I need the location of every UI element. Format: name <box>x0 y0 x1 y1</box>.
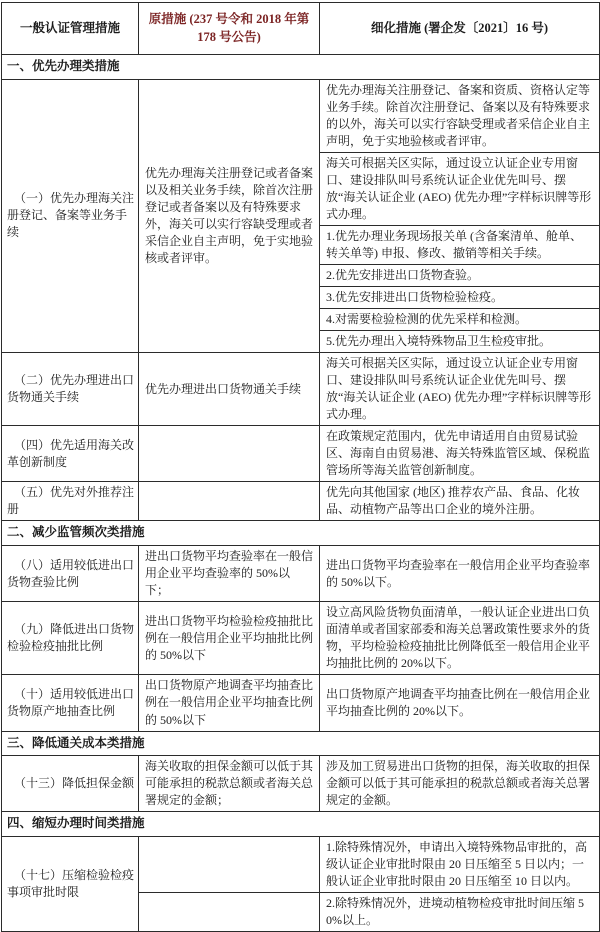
row-label-cell: （八）适用较低进出口货物查验比例 <box>2 546 139 602</box>
original-measure-cell: 海关收取的担保金额可以低于其可能承担的税款总额或者海关总署规定的金额； <box>139 756 320 812</box>
refined-measure-cell: 1.优先办理业务现场报关单 (含备案清单、舱单、转关单等) 申报、修改、撤销等相关手续。 <box>320 226 600 265</box>
original-measure-cell <box>139 482 320 521</box>
refined-measure-cell: 优先向其他国家 (地区) 推荐农产品、食品、化妆品、动植物产品等出口企业的境外注册。 <box>320 482 600 521</box>
header-general-measures: 一般认证管理措施 <box>2 3 139 55</box>
refined-measure-cell: 出口货物原产地调查平均抽查比例在一般信用企业平均抽查比例的 20%以下。 <box>320 675 600 731</box>
original-measure-cell: 进出口货物平均查验率在一般信用企业平均查验率的 50%以下； <box>139 546 320 602</box>
refined-measure-cell: 涉及加工贸易进出口货物的担保，海关收取的担保金额可以低于其可能承担的税款总额或者海关总署规定的金额。 <box>320 756 600 812</box>
refined-measure-cell: 海关可根据关区实际，通过设立认证企业专用窗口、建设排队叫号系统认证企业优先叫号、摆放“海关认证企业 (AEO) 优先办理”字样标识牌等形式办理。 <box>320 353 600 426</box>
original-measure-cell: 出口货物原产地调查平均抽查比例在一般信用企业平均抽查比例的 50%以下 <box>139 675 320 731</box>
section-title-row <box>2 55 600 80</box>
header-refined-measures: 细化措施 (署企发〔2021〕16 号) <box>320 3 600 55</box>
refined-measure-cell: 在政策规定范围内，优先申请适用自由贸易试验区、海南自由贸易港、海关特殊监管区域、保税监管场所等海关监管创新制度。 <box>320 426 600 482</box>
row-label-cell: （五）优先对外推荐注册 <box>2 482 139 521</box>
measure-row <box>2 482 600 521</box>
refined-measure-cell: 优先办理海关注册登记、备案和资质、资格认定等业务手续。除首次注册登记、备案以及有特殊要求的以外，海关可以实行容缺受理或者采信企业自主声明，免于实地验核或者评审。 <box>320 79 600 152</box>
refined-measure-cell: 设立高风险货物负面清单，一般认证企业进出口负面清单或者国家部委和海关总署政策性要求外的货物，平均检验检疫抽批比例降低至一般信用企业平均抽批比例的 20%以下。 <box>320 602 600 675</box>
refined-measure-cell: 4.对需要检验检测的优先采样和检测。 <box>320 309 600 331</box>
measure-row <box>2 602 600 675</box>
row-label-cell: （一）优先办理海关注册登记、备案等业务手续 <box>2 79 139 352</box>
section-title: 一、优先办理类措施 <box>2 55 600 80</box>
original-measure-cell: 进出口货物平均检验检疫抽批比例在一般信用企业平均抽批比例的 50%以下 <box>139 602 320 675</box>
section-title: 四、缩短办理时间类措施 <box>2 812 600 837</box>
section-title-row <box>2 731 600 756</box>
row-label-cell: （十三）降低担保金额 <box>2 756 139 812</box>
measure-row <box>2 426 600 482</box>
row-label-cell: （十）适用较低进出口货物原产地抽查比例 <box>2 675 139 731</box>
measure-row <box>2 675 600 731</box>
original-measure-cell: 优先办理海关注册登记或者备案以及相关业务手续，除首次注册登记或者备案以及有特殊要求外，海关可以实行容缺受理或者采信企业自主声明，免于实地验核或者评审。 <box>139 79 320 352</box>
original-measure-cell <box>139 426 320 482</box>
original-measure-cell <box>139 893 320 932</box>
refined-measure-cell: 进出口货物平均查验率在一般信用企业平均查验率的 50%以下。 <box>320 546 600 602</box>
section-title-row <box>2 521 600 546</box>
refined-measure-cell: 1.除特殊情况外，申请出入境特殊物品审批的，高级认证企业审批时限由 20 日压缩至 5 日以内；一般认证企业审批时限由 20 日压缩至 10 日以内。 <box>320 837 600 893</box>
original-measure-cell: 优先办理进出口货物通关手续 <box>139 353 320 426</box>
measure-row <box>2 837 600 893</box>
original-measure-cell <box>139 837 320 893</box>
refined-measure-cell: 2.优先安排进出口货物查验。 <box>320 265 600 287</box>
header-original-measures: 原措施 (237 号令和 2018 年第 178 号公告) <box>139 3 320 55</box>
refined-measure-cell: 海关可根据关区实际，通过设立认证企业专用窗口、建设排队叫号系统认证企业优先叫号、摆放“海关认证企业 (AEO) 优先办理”字样标识牌等形式办理。 <box>320 152 600 225</box>
row-label-cell: （十七）压缩检验检疫事项审批时限 <box>2 837 139 932</box>
measure-row <box>2 353 600 426</box>
row-label-cell: （二）优先办理进出口货物通关手续 <box>2 353 139 426</box>
measure-row <box>2 756 600 812</box>
row-label-cell: （九）降低进出口货物检验检疫抽批比例 <box>2 602 139 675</box>
refined-measure-cell: 3.优先安排进出口货物检验检疫。 <box>320 287 600 309</box>
measures-table <box>1 2 600 932</box>
refined-measure-cell: 2.除特殊情况外，进境动植物检疫审批时间压缩 50%以上。 <box>320 893 600 932</box>
measure-row <box>2 546 600 602</box>
refined-measure-cell: 5.优先办理出入境特殊物品卫生检疫审批。 <box>320 331 600 353</box>
section-title: 三、降低通关成本类措施 <box>2 731 600 756</box>
header-row <box>2 3 600 55</box>
measure-row <box>2 79 600 152</box>
section-title-row <box>2 812 600 837</box>
section-title: 二、减少监管频次类措施 <box>2 521 600 546</box>
row-label-cell: （四）优先适用海关改革创新制度 <box>2 426 139 482</box>
